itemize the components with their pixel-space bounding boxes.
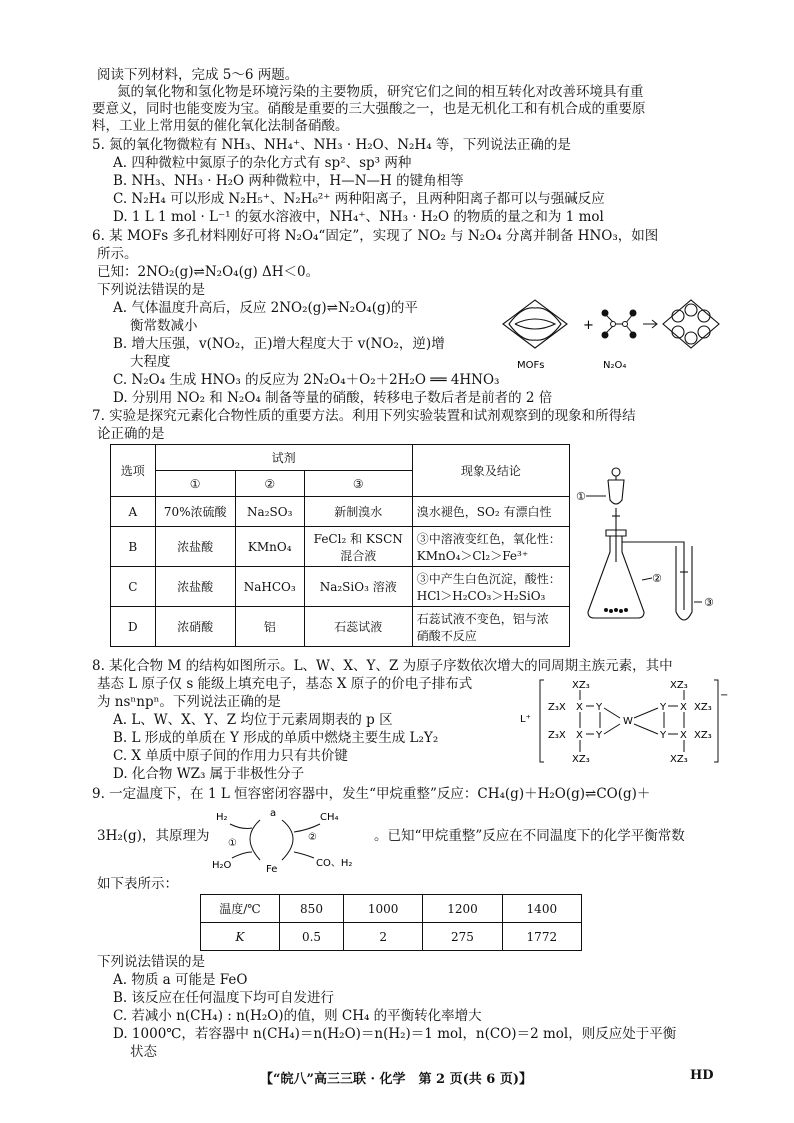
svg-text:Z₃X: Z₃X [548,730,566,741]
mofs-label: MOFs [517,360,545,371]
q7-table [110,444,570,647]
intro-line-2: 氮的氧化物和氢化物是环境污染的主要物质，研究它们之间的相互转化对改善环境具有重 [117,84,644,100]
svg-text:X: X [680,702,687,713]
q8-stem-2: 基态 L 原子仅 s 能级上填充电子，基态 X 原子的价电子排布式 [97,676,473,692]
q6-ask: 下列说法错误的是 [97,282,205,298]
svg-text:H₂: H₂ [216,812,228,823]
q9-stem-2a: 3H₂(g)，其原理为 [97,828,210,844]
compound-m-structure [520,676,729,766]
svg-text:Y: Y [596,730,603,741]
table-row: B 浓盐酸 KMnO₄ FeCl₂ 和 KSCN 混合液 ③中溶液变红色，氧化性： KMnO₄＞Cl₂＞Fe³⁺ [111,527,570,567]
q9-stem-2b: 。已知“甲烷重整”反应在不同温度下的化学平衡常数 [374,828,685,844]
label-1: ① [576,490,586,503]
svg-text:W: W [623,716,633,727]
q7-header-option: 选项 [111,445,156,497]
page-footer: 【“皖八”高三三联 · 化学 第 2 页(共 6 页)】 [260,1072,533,1087]
q6-stem-2: 所示。 [97,246,138,262]
q7-header-reagent: 试剂 [155,445,412,471]
svg-text:XZ₃: XZ₃ [670,754,688,765]
q9-option-b: B. 该反应在任何温度下均可自发进行 [113,990,335,1006]
q9-option-d-1: D. 1000℃，若容器中 n(CH₄)＝n(H₂O)＝n(H₂)＝1 mol，n(CO)＝2 mol，则反应处于平衡 [113,1026,677,1042]
q6-option-c: C. N₂O₄ 生成 HNO₃ 的反应为 2N₂O₄＋O₂＋2H₂O ══ 4HNO₃ [113,372,500,388]
svg-text:②: ② [308,832,317,843]
svg-text:XZ₃: XZ₃ [694,702,712,713]
q8-option-a: A. L、W、X、Y、Z 均位于元素周期表的 p 区 [113,712,393,728]
mofs-figure [495,292,725,374]
intro-line-1: 阅读下列材料，完成 5～6 两题。 [97,67,299,83]
q8-stem-3: 为 nsⁿnpⁿ。下列说法正确的是 [97,694,281,710]
n2o4-label: N₂O₄ [603,360,627,371]
q9-option-d-2: 状态 [130,1044,157,1060]
table-row: K 0.5 2 275 1772 [201,923,582,951]
svg-text:−: − [720,690,729,701]
svg-text:Fe: Fe [266,864,278,875]
q9-k-table [200,894,582,951]
q9-option-c: C. 若减小 n(CH₄) : n(H₂O)的值，则 CH₄ 的平衡转化率增大 [113,1008,482,1024]
methane-reforming-cycle [212,806,362,874]
q5-option-b: B. NH₃、NH₃ · H₂O 两种微粒中，H—N—H 的键角相等 [113,173,464,189]
q6-option-a-1: A. 气体温度升高后，反应 2NO₂(g)⇌N₂O₄(g)的平 [113,300,418,316]
q9-ask: 下列说法错误的是 [97,954,205,970]
q7-header-result: 现象及结论 [412,445,569,497]
svg-text:X: X [576,702,583,713]
q7-stem-2: 论正确的是 [97,426,165,442]
q6-option-d: D. 分别用 NO₂ 和 N₂O₄ 制备等量的硝酸，转移电子数后者是前者的 2 倍 [113,390,553,406]
q8-stem-1: 8. 某化合物 M 的结构如图所示。L、W、X、Y、Z 为原子序数依次增大的同周期主族元素，其中 [92,658,673,674]
q6-option-b-2: 大程度 [130,354,171,370]
q5-stem: 5. 氮的氧化物微粒有 NH₃、NH₄⁺、NH₃ · H₂O、N₂H₄ 等，下列说法正确的是 [92,137,571,153]
svg-text:Z₃X: Z₃X [548,702,566,713]
svg-text:L⁺: L⁺ [520,714,531,725]
svg-text:CH₄: CH₄ [320,812,339,823]
table-row: 温度/℃ 850 1000 1200 1400 [201,895,582,923]
q9-option-a: A. 物质 a 可能是 FeO [113,972,248,988]
svg-text:X: X [680,730,687,741]
svg-text:XZ₃: XZ₃ [572,754,590,765]
intro-line-4: 料，工业上常用氨的催化氧化法制备硝酸。 [92,118,349,134]
q6-stem-1: 6. 某 MOFs 多孔材料刚好可将 N₂O₄“固定”，实现了 NO₂ 与 N₂O₄ 分离并制备 HNO₃，如图 [92,228,659,244]
lab-apparatus-figure [576,452,721,627]
q6-option-a-2: 衡常数减小 [130,318,198,334]
q7-header-2: ② [235,471,304,497]
table-row: C 浓盐酸 NaHCO₃ Na₂SiO₃ 溶液 ③中产生白色沉淀，酸性： HCl＞H₂CO₃＞H₂SiO₃ [111,567,570,607]
q8-option-b: B. L 形成的单质在 Y 形成的单质中燃烧主要生成 L₂Y₂ [113,730,439,746]
table-row: D 浓硝酸 铝 石蕊试液 石蕊试液不变色，铝与浓 硝酸不反应 [111,607,570,647]
q7-stem-1: 7. 实验是探究元素化合物性质的重要方法。利用下列实验装置和试剂观察到的现象和所得结 [92,408,636,424]
svg-text:①: ① [228,838,237,849]
label-2: ② [652,572,662,585]
svg-text:a: a [270,808,277,819]
q9-stem-3: 如下表所示： [97,876,178,892]
table-row: A 70%浓硫酸 Na₂SO₃ 新制溴水 溴水褪色，SO₂ 有漂白性 [111,497,570,527]
svg-text:XZ₃: XZ₃ [670,680,688,691]
q7-header-1: ① [155,471,235,497]
q8-option-d: D. 化合物 WZ₃ 属于非极性分子 [113,766,305,782]
svg-text:XZ₃: XZ₃ [694,730,712,741]
q8-option-c: C. X 单质中原子间的作用力只有共价键 [113,748,348,764]
q5-option-c: C. N₂H₄ 可以形成 N₂H₅⁺、N₂H₆²⁺ 两种阳离子，且两种阳离子都可以与强碱反应 [113,191,605,207]
q7-header-3: ③ [304,471,412,497]
q5-option-d: D. 1 L 1 mol · L⁻¹ 的氨水溶液中，NH₄⁺、NH₃ · H₂O 的物质的量之和为 1 mol [113,209,604,225]
svg-text:Y: Y [660,702,667,713]
q5-option-a: A. 四种微粒中氮原子的杂化方式有 sp²、sp³ 两种 [113,155,412,171]
intro-line-3: 要意义，同时也能变废为宝。硝酸是重要的三大强酸之一，也是无机化工和有机合成的重要原 [92,101,646,117]
svg-text:Y: Y [660,730,667,741]
footer-code: HD [690,1068,714,1083]
svg-text:XZ₃: XZ₃ [572,680,590,691]
q9-stem-1: 9. 一定温度下，在 1 L 恒容密闭容器中，发生“甲烷重整”反应：CH₄(g)＋H₂O(g)⇌CO(g)＋ [92,786,651,802]
q6-option-b-1: B. 增大压强，v(NO₂，正)增大程度大于 v(NO₂，逆)增 [113,336,445,352]
svg-text:CO、H₂: CO、H₂ [316,858,353,869]
svg-text:+: + [583,318,594,333]
svg-text:H₂O: H₂O [212,860,232,871]
label-3: ③ [704,596,714,609]
svg-text:Y: Y [596,702,603,713]
svg-text:X: X [576,730,583,741]
q6-known: 已知：2NO₂(g)⇌N₂O₄(g) ΔH＜0。 [97,264,320,280]
